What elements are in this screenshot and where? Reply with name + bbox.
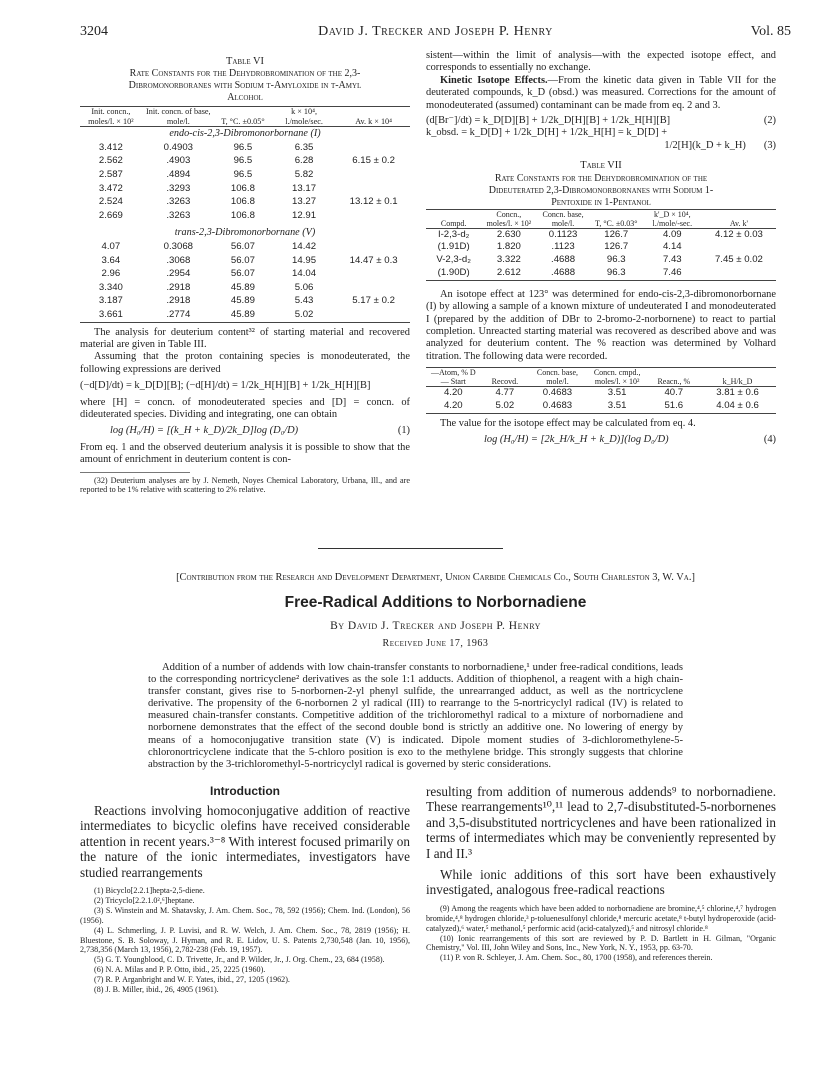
page-number: 3204 bbox=[80, 24, 108, 39]
table-row: 2.562 .4903 96.5 6.28 6.15 ± 0.2 bbox=[98, 155, 395, 167]
table-row: 2.669 .3263 106.8 12.91 bbox=[98, 209, 317, 221]
table8-header: Reacn., % bbox=[657, 377, 691, 387]
article-byline: By David J. Trecker and Joseph P. Henry bbox=[330, 620, 541, 632]
table7-header: Compd. bbox=[440, 218, 467, 228]
table-row: I-2,3-d₂ 2.630 0.1123 126.7 4.09 4.12 ± 0.03 bbox=[437, 228, 763, 240]
table-row: 4.20 5.02 0.4683 3.51 51.6 4.04 ± 0.6 bbox=[426, 400, 776, 413]
footnote: (11) P. von R. Schleyer, J. Am. Chem. Soc., 80, 1700 (1958), and references therein. bbox=[440, 953, 713, 963]
table-row: 3.340 .2918 45.89 5.06 bbox=[98, 281, 314, 293]
table7-header: Concn., moles/l. × 10² bbox=[486, 209, 532, 228]
table6-group2-title: trans-2,3-Dibromonorbornane (V) bbox=[174, 227, 316, 239]
paragraph: An isotope effect at 123° was determined for endo-cis-2,3-dibromonorbornane (I) by allowing a sample of a known mixture of undeuterated I and monodeuterated I (prepared by the addition of DBr to 2-bromo-2-norbornene) to react to partial completion. Unreacted starting material was recovered as described above and was analyzed for deuterium content. The % reaction was determined by Volhard titration. The following data were recorded. bbox=[426, 288, 776, 362]
table-row: 4.20 4.77 0.4683 3.51 40.7 3.81 ± 0.6 bbox=[443, 387, 759, 399]
table-row: 3.412 0.4903 96.5 6.35 bbox=[98, 141, 314, 153]
paragraph: From eq. 1 and the observed deuterium analysis it is possible to show that the amount of enrichment in deuterium content is con- bbox=[80, 441, 410, 466]
equation-3: k_obsd. = k_D[D] + 1/2k_D[H] + 1/2k_H[H] = k_D[D] + 1/2[H](k_D + k_H) (3) bbox=[426, 127, 776, 151]
paragraph: Kinetic Isotope Effects.—From the kinetic data given in Table VII for the deuterated compounds, k_D (obsd.) was measured. Corrections for the amount of monodeuterated (assumed) contaminant can be made from eq. 2 and 3. bbox=[426, 74, 776, 111]
footnote: (3) S. Winstein and M. Shatavsky, J. Am. Chem. Soc., 78, 592 (1956); Chem. Ind. (London), 56 (1956). bbox=[80, 905, 410, 925]
table6-header: Init. concn. of base, mole/l. bbox=[146, 107, 211, 126]
paragraph: The analysis for deuterium content³² of starting material and recovered material are given in Table III. bbox=[80, 326, 410, 350]
paragraph: Assuming that the proton containing species is monodeuterated, the following expressions are derived bbox=[80, 351, 410, 375]
table-row: 4.07 0.3068 56.07 14.42 bbox=[101, 240, 317, 252]
table-row: 2.96 .2954 56.07 14.04 bbox=[101, 268, 317, 280]
table6 bbox=[80, 106, 410, 322]
footnote: (8) J. B. Miller, ibid., 26, 4905 (1961). bbox=[94, 985, 219, 995]
table-row: 2.587 .4894 96.5 5.82 bbox=[98, 169, 314, 180]
footnote: (10) Ionic rearrangements of this sort are reviewed by P. D. Bartlett in H. Gilman, "Organic Chemistry," Vol. III, John Wiley and Sons, Inc., New York, N. Y., 1953, pp. 63-70. bbox=[426, 933, 776, 953]
table8-header: Concn. base, mole/l. bbox=[536, 368, 579, 387]
volume-label: Vol. 85 bbox=[750, 24, 791, 39]
paragraph: where [H] = concn. of monodeuterated species and [D] = concn. of dideuterated species. Dividing and integrating, one can obtain bbox=[80, 396, 410, 420]
paragraph: resulting from addition of numerous addends⁹ to norbornadiene. These rearrangements¹⁰,¹¹ lead to 2,7-disubstituted-5-norbornenes and 3,5-disubstituted nortricyclenes and have been rationalized in terms of intermediates which may be conveniently represented by I and II.³ bbox=[426, 784, 776, 861]
footnote-32: (32) Deuterium analyses are by J. Nemeth, Noyes Chemical Laboratory, Urbana, Ill., and are reported to be 1% relative with scattering to 2% relative. bbox=[80, 475, 410, 495]
introduction-heading: Introduction bbox=[210, 784, 280, 798]
paragraph: While ionic additions of this sort have been exhaustively investigated, analogous free-radical reactions bbox=[426, 867, 776, 898]
table-row: 3.187 .2918 45.89 5.43 5.17 ± 0.2 bbox=[98, 295, 395, 307]
table7 bbox=[426, 209, 776, 281]
table8-header-row bbox=[426, 368, 776, 387]
table6-group1-title: endo-cis-2,3-Dibromonorbornane (I) bbox=[169, 128, 321, 140]
section-divider bbox=[318, 548, 503, 549]
table7-header: Av. k' bbox=[729, 218, 748, 228]
table6-label: Table VI bbox=[226, 56, 264, 67]
article-title: Free-Radical Additions to Norbornadiene bbox=[284, 594, 587, 611]
footnote: (9) Among the reagents which have been added to norbornadiene are bromine,⁴,⁵ chlorine,⁴,⁷ hydrogen bromide,⁴,⁸ hydrogen chloride,³ p-toluenesulfonyl chloride,⁸ mercuric acetate,⁸ t-butyl hydroperoxide (acid-catalyzed),⁶ water,⁵ methanol,⁵ performic acid (acid-catalyzed),⁵ and nitrosyl chloride.⁸ bbox=[426, 903, 776, 933]
table-row: 3.661 .2774 45.89 5.02 bbox=[80, 308, 410, 322]
table8-header: Concn. cmpd., moles/l. × 10² bbox=[593, 368, 641, 387]
intro-right-column bbox=[426, 784, 776, 963]
intro-left-column bbox=[80, 803, 410, 995]
table8 bbox=[426, 367, 776, 414]
left-column bbox=[80, 56, 410, 495]
table6-header: T, °C. ±0.05° bbox=[221, 116, 265, 126]
running-authors: David J. Trecker and Joseph P. Henry bbox=[318, 24, 553, 39]
table6-header: k × 10⁴, l./mole/sec. bbox=[285, 107, 323, 126]
table-row: 3.472 .3293 106.8 13.17 bbox=[98, 182, 317, 194]
contribution-line: [Contribution from the Research and Development Department, Union Carbide Chemicals Co., South Charleston 3, W. Va.] bbox=[176, 572, 695, 583]
table6-header: Av. k × 10⁴ bbox=[355, 116, 392, 126]
table8-header: —Atom, % D— Start bbox=[430, 368, 476, 387]
abstract: Addition of a number of addends with low chain-transfer constants to norbornadiene,¹ under free-radical conditions, leads to the corresponding nortricyclene² derivatives as the sole 1:1 adducts. Addition of thiophenol, a reagent with a high chain-transfer constant, gives rise to 5-norbornen-2-yl phenyl sulfide, the unrearranged adduct, as well as the nortricyclene derivative. The propensity of the 6-norbornen 2 yl radical (III) to rearrange to the 5-nortricyclyl radical (IV) is related to measured chain-transfer constants. Competitive addition of the trichloromethyl radical to a mixture of norbornadiene and norbornene demonstrates that the effect of the second double bond is strictly an additive one. No lowering of energy by means of a homoconjugative transition state (V) is indicated. Dipole moment studies of 3-dichloromethylene-5-chloronortricyclene indicate that the 5-chloro position is exo to the methylene bridge. This strongly suggests that chlorine abstraction by the 3-trichloromethyl-5-nortricyclyl radical is governed by steric considerations. bbox=[148, 662, 683, 770]
footnote: (4) L. Schmerling, J. P. Luvisi, and R. W. Welch, J. Am. Chem. Soc., 78, 2819 (1956); H. Bluestone, S. B. Soloway, J. Hyman, and R. E. Lidov, U. S. Patents 2,730,548 (Jan. 10, 1956), 2,738,356 (March 13, 1956), 2,782-238 (Feb. 19, 1957). bbox=[80, 925, 410, 955]
footnote: (1) Bicyclo[2.2.1]hepta-2,5-diene. bbox=[94, 886, 205, 896]
footnotes-right bbox=[426, 904, 776, 963]
table-row: 2.524 .3263 106.8 13.27 13.12 ± 0.1 bbox=[98, 196, 398, 208]
table6-caption: Rate Constants for the Dehydrobromination of the 2,3- Dibromonorboranes with Sodium t-Amyloxide in t-Amyl Alcohol bbox=[128, 68, 362, 104]
footnote: (6) N. A. Milas and P. P. Otto, ibid., 25, 2225 (1960). bbox=[94, 965, 266, 975]
received-date: Received June 17, 1963 bbox=[382, 638, 489, 649]
table7-header: T, °C. ±0.03° bbox=[595, 218, 638, 228]
paragraph: Reactions involving homoconjugative addition of reactive intermediates to bicyclic olefins have received considerable attention in recent years.³⁻⁸ With interest focused primarily on the nature of the ionic intermediates, investigators have studied rearrangements bbox=[80, 803, 410, 880]
footnotes-left bbox=[80, 886, 410, 995]
table7-caption: Rate Constants for the Dehydrobromination of the Dideuterated 2,3-Dibromonorbornanes with Sodium 1- Pentoxide in 1-Pentanol bbox=[488, 172, 714, 208]
equation-4: log (H₀/H) = [2k_H/k_H + k_D)](log D₀/D) (4) bbox=[484, 434, 776, 446]
footnote: (2) Tricyclo[2.2.1.0²,⁶]heptane. bbox=[94, 895, 195, 905]
table7-header: k'_D × 10⁴, l./mole/-sec. bbox=[652, 209, 693, 228]
table-row: (1.90D) 2.612 .4688 96.3 7.46 bbox=[426, 267, 776, 280]
right-column bbox=[426, 50, 776, 451]
table7-header: Concn. base, mole/l. bbox=[542, 209, 584, 228]
table-row: 3.64 .3068 56.07 14.95 14.47 ± 0.3 bbox=[101, 254, 398, 266]
table8-header: k_H/k_D bbox=[722, 377, 753, 387]
table-row: (1.91D) 1.820 .1123 126.7 4.14 bbox=[437, 241, 682, 253]
table7-header-row bbox=[426, 209, 776, 228]
table-row: V-2,3-d₂ 3.322 .4688 96.3 7.43 7.45 ± 0.02 bbox=[436, 254, 763, 266]
table8-header: Recovd. bbox=[491, 377, 519, 387]
table6-header-row bbox=[80, 107, 410, 127]
table6-header: Init. concn., moles/l. × 10² bbox=[88, 107, 134, 126]
table7-label: Table VII bbox=[580, 160, 622, 172]
footnote: (5) G. T. Youngblood, C. D. Trivette, Jr., and P. Wilder, Jr., J. Org. Chem., 23, 684 (1958). bbox=[94, 955, 385, 965]
kie-heading: Kinetic Isotope Effects. bbox=[440, 74, 548, 86]
equation-1: log (H₀/H) = [(k_H + k_D)/2k_D]log (D₀/D) (1) bbox=[110, 425, 410, 437]
equation: (−d[D]/dt) = k_D[D][B]; (−d[H]/dt) = 1/2k_H[H][B] + 1/2k_H[H][B] bbox=[80, 380, 371, 392]
running-header bbox=[80, 24, 791, 44]
equation-2: (d[Br⁻]/dt) = k_D[D][B] + 1/2k_D[H][B] + 1/2k_H[H][B] (2) bbox=[426, 115, 776, 127]
paragraph: sistent—within the limit of analysis—with the expected isotope effect, and corresponds to essentially no exchange. bbox=[426, 50, 776, 74]
footnote: (7) R. P. Arganbright and W. F. Yates, ibid., 27, 1205 (1962). bbox=[94, 975, 290, 985]
paragraph: The value for the isotope effect may be calculated from eq. 4. bbox=[440, 417, 696, 429]
